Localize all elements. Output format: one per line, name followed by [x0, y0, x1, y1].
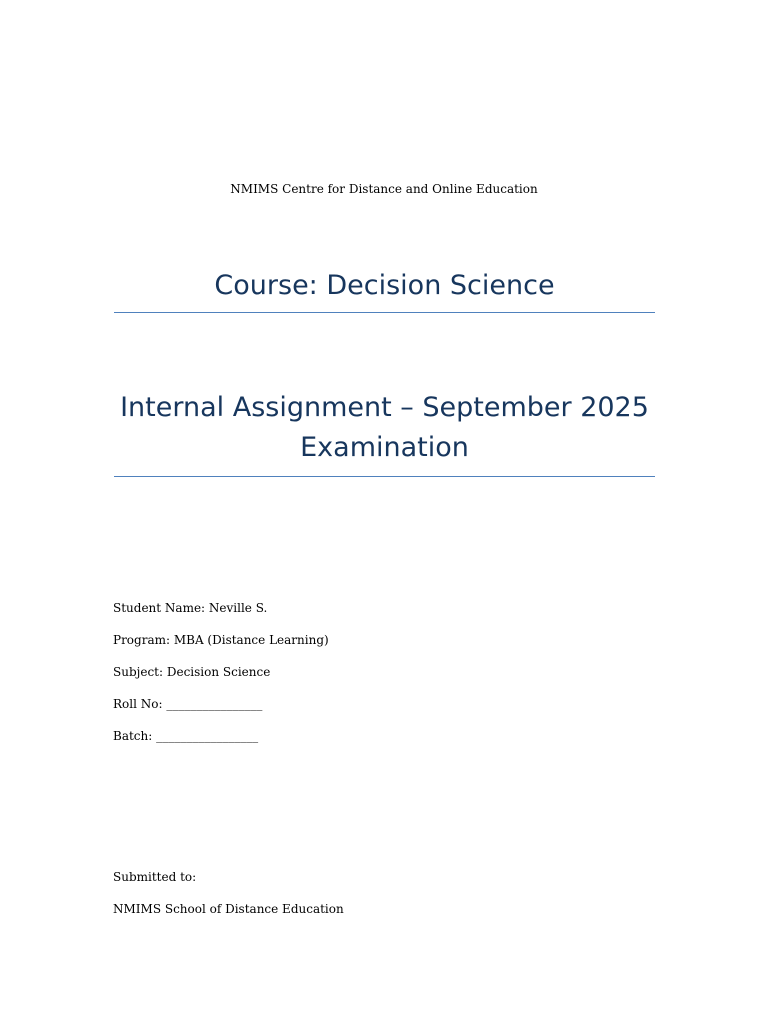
- subject: Subject: Decision Science: [113, 665, 271, 679]
- course-heading-block: [114, 268, 655, 313]
- course-title: Course: Decision Science: [214, 270, 555, 301]
- roll-number: Roll No: ________________: [113, 697, 263, 711]
- student-details: [113, 600, 329, 760]
- program: Program: MBA (Distance Learning): [113, 633, 329, 647]
- assignment-heading-block: [114, 388, 655, 477]
- submitted-to-label: Submitted to:: [113, 870, 197, 884]
- submitted-to-recipient: NMIMS School of Distance Education: [113, 902, 344, 916]
- student-name: Student Name: Neville S.: [113, 601, 268, 615]
- institution-name: NMIMS Centre for Distance and Online Education: [230, 182, 538, 196]
- batch: Batch: _________________: [113, 729, 259, 743]
- assignment-title-line2: Examination: [300, 432, 469, 463]
- assignment-title-line1: Internal Assignment – September 2025: [120, 392, 649, 423]
- submission-details: [113, 869, 344, 933]
